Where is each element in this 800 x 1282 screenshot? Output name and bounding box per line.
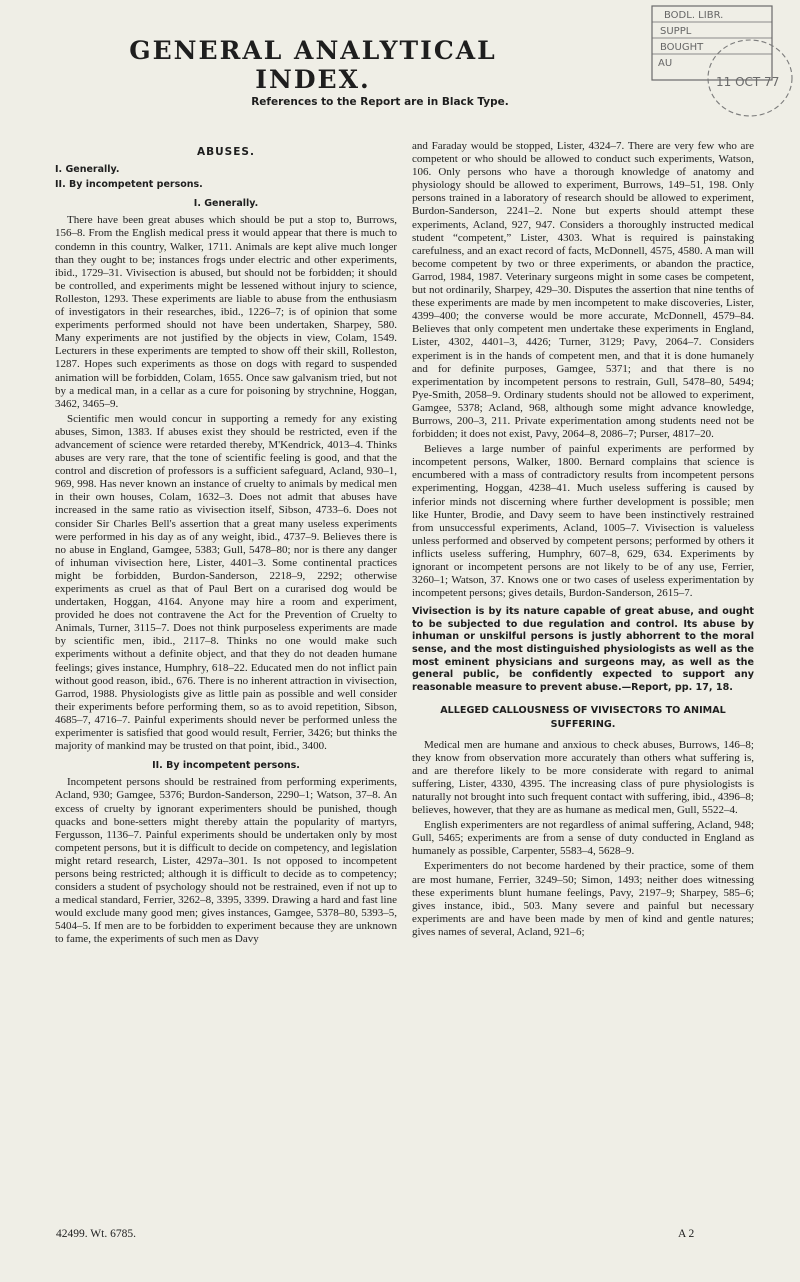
stamp-line-4: AU — [658, 58, 673, 69]
stamp-line-1: BODL. LIBR. — [664, 10, 724, 21]
stamp-line-5: 11 OCT 77 — [716, 75, 780, 89]
page-subtitle: References to the Report are in Black Type. — [251, 96, 509, 108]
page-title: GENERAL ANALYTICAL INDEX. — [129, 36, 497, 94]
toc-item-2: II. By incompetent persons. — [55, 179, 203, 191]
paragraph: Scientific men would concur in supporting a remedy for any existing abuses, Simon, 1383. If abuses exist they should be restricted, even if the advancement of science were retarded thereby, M'Kendrick, 4013–4. Thinks abuses are very rare, that the tone of scientific feeling is good, and that the control and discretion of professors is a sufficient safeguard, Acland, 930–1, 969, 998. Has never known an instance of cruelty to animals by medical men in their own houses, Colam, 1632–3. Does not admit that abuses have increased in the same ratio as vivisection itself, Sibson, 4733–6. Does not consider Sir Charles Bell's assertion that a great many useless experiments were performed in his day as of any weight, ibid., 4737–9. Believes there is no abuse in England, Gamgee, 5383; Gull, 5478–80; nor is there any danger of inhuman vivisection here, Lister, 4401–3. Some continental practices might be forbidden, Burdon-Sanderson, 2218–9, 2292; otherwise experiments as cruel as that of Paul Bert on a curarised dog would be undertaken, Hoggan, 4164. Anyone may hire a room and experiment, provided he does not contravene the Act for the Prevention of Cruelty to Animals, Turner, 3115–7. Does not think purposeless experiments are made by scientific men, ibid., 2117–8. Thinks no one would make such experiments without a definite object, and that they do not deaden humane feelings; gives instance, Humphry, 618–22. Educated men do not inflict pain without good reason, ibid., 676. There is no inherent attraction in vivisection, Garrod, 1988. Physiologists give as little pain as possible and well consider their experiments before performing them, so as to avoid repetition, Sibson, 4685–7, 4716–7. Painful experiments should never be performed unless the experimenter is satisfied that good would result, Ferrier, 3426; but thinks the majority of mankind may be trusted on that point, ibid., 3400. — [55, 412, 397, 753]
paragraph: Medical men are humane and anxious to check abuses, Burrows, 146–8; they know from observation more accurately than others what suffering is, and are therefore likely to be more considerate with regard to animal suffering, Lister, 4330, 4395. The increasing class of pure physiologists is naturally not brought into such frequent contact with suffering, ibid., 4396–8; believes, however, that they are as humane as medical men, Gull, 5522–4. — [412, 738, 754, 817]
subheading-generally: I. Generally. — [193, 198, 259, 210]
toc-item-1: I. Generally. — [55, 164, 120, 176]
paragraph: There have been great abuses which should be put a stop to, Burrows, 156–8. From the English medical press it would appear that there is much to condemn in this country, Walker, 1711. Animals are kept alive much longer than they ought to be; instances frogs under electric and other experiments, ibid., 1729–31. Vivisection is abused, but should not be forbidden; it should be controlled, and experiments might be lessened without injury to science, Rolleston, 1293. These experiments are liable to abuse from the enthusiasm of investigators in their researches, ibid., 1226–7; is of opinion that some experiments performed should not have been undertaken, Sharpey, 580. Many experiments are not justified by the objects in view, Colam, 1549. Lecturers in these experiments are tempted to show off their skill, Rolleston, 1287. Hopes such experiments as those on dogs with regard to suspended animation will be forbidden, Colam, 1655. Once saw galvanism tried, but not by a medical man, in a cellar as a cure for poisoning by strychnine, Hoggan, 3462, 3465–9. — [55, 214, 397, 410]
right-column — [412, 140, 754, 1215]
section-heading-callousness: ALLEGED CALLOUSNESS OF VIVISECTORS TO ANIMAL SUFFERING. — [440, 705, 726, 730]
footer-signature: A 2 — [678, 1228, 695, 1240]
paragraph: Incompetent persons should be restrained from performing experiments, Acland, 930; Gamgee, 5376; Burdon-Sanderson, 2290–1; Watson, 37–8. An excess of cruelty by ignorant experimenters should be punished, though quacks and bone-setters might thereby attain the popularity of martyrs, Fergusson, 1136–7. Painful experiments should be undertaken only by most competent persons, but it is difficult to decide on competency, and legislation might retard research, Lister, 4297a–301. Is not opposed to incompetent persons being restricted; although it is difficult to decide as to competency; considers a student of psychology should not be restrained, even if not up to a medical standard, Ferrier, 3262–8, 3395, 3399. Drawing a hard and fast line would exclude many good men; gives instances, Gamgee, 5378–80, 5393–5, 5404–5. If men are to be forbidden to experiment because they are unknown to fame, the experiments of such men as Davy — [55, 776, 397, 946]
stamp-line-3: BOUGHT — [660, 42, 704, 53]
subheading-incompetent: II. By incompetent persons. — [152, 760, 300, 772]
paragraph: Believes a large number of painful experiments are performed by incompetent persons, Walker, 1800. Bernard complains that science is encumbered with a mass of contradictory results from incompetent persons experimenting, Hoggan, 4238–41. Much useless suffering is caused by inferior minds not discerning where further development is possible; men like Hunter, Brodie, and Davy seem to have been instinctively restrained from unsuccessful experiments, Acland, 1005–7. Vivisection is valueless unless performed and observed by competent persons; performed by others it inflicts useless suffering, Humphry, 607–8, 629, 634. Experiments by ignorant or incompetent persons are not likely to be of any use, Ferrier, 3260–1; Watson, 37. Knows one or two cases of useless experimentation by incompetent persons; gives details, Burdon-Sanderson, 2615–7. — [412, 443, 754, 600]
stamp-line-2: SUPPL — [660, 26, 692, 37]
section-heading-abuses: ABUSES. — [197, 146, 255, 158]
library-stamp — [600, 4, 796, 124]
report-quote: Vivisection is by its nature capable of great abuse, and ought to be subjected to due regulation and control. Its abuse by inhuman or unskilful persons is justly abhorrent to the moral sense, and the most distinguished physiologists as well as the most eminent physicians and surgeons may, as well as the general public, be confidently expected to support any reasonable measure to prevent abuse.—Report, pp. 17, 18. — [412, 606, 754, 693]
footer-print-code: 42499. Wt. 6785. — [56, 1228, 136, 1240]
left-column — [55, 140, 397, 1215]
paragraph: English experimenters are not regardless of animal suffering, Acland, 948; Gull, 5465; experiments are from a sense of duty conducted in England as humanely as possible, Carpenter, 5583–4, 5628–9. — [412, 819, 754, 858]
paragraph: Experimenters do not become hardened by their practice, some of them are most humane, Ferrier, 3249–50; Simon, 1493; neither does witnessing these experiments blunt humane feelings, Pavy, 2197–9; Sharpey, 585–6; gives instance, ibid., 503. Many severe and painful but necessary experiments are and have been made by men of kind and gentle natures; gives names of several, Acland, 921–6; — [412, 860, 754, 938]
paragraph: and Faraday would be stopped, Lister, 4324–7. There are very few who are competent or who should be allowed to conduct such experiments, Watson, 106. Only persons who have a thorough knowledge of anatomy and physiology should be allowed to experiment, Burrows, 149–51, 198. Only persons trained in a laboratory of research should be allowed to experiment, Burdon-Sanderson, 2241–2. None but experts should attempt these experiments, Acland, 927, 947. Considers a thoroughly instructed medical student “competent,” Lister, 4303. What is required is painstaking carefulness, and an exact record of facts, McDonnell, 4575, 4580. A man will become competent by two or three experiments, or abandon the practice, Garrod, 1984, 1987. Veterinary surgeons might in some cases be competent, but not ordinarily, Sharpey, 429–30. Disputes the assertion that nine tenths of these experiments are made by men incompetent to make discoveries, Lister, 4399–400; the converse would be more accurate, McDonnell, 4579–84. Believes that only competent men undertake these experiments in England, Lister, 4302, 4401–3, 4426; Turner, 3129; Pavy, 2064–7. Considers experiment is in the hands of competent men, and that it is done humanely and for definite purposes, Gamgee, 5371; and that there is no experimentation by incompetent persons to restrain, Gull, 5478–80, 5494; Pye-Smith, 2058–9. Ordinary students should not be allowed to experiment, Gamgee, 5378; Acland, 968, although some might advance knowledge, Burrows, 200–3, 211. Private experimentation among students need not be forbidden; it does not exist, Pavy, 2064–8, 2086–7; Purser, 4817–20. — [412, 140, 754, 441]
